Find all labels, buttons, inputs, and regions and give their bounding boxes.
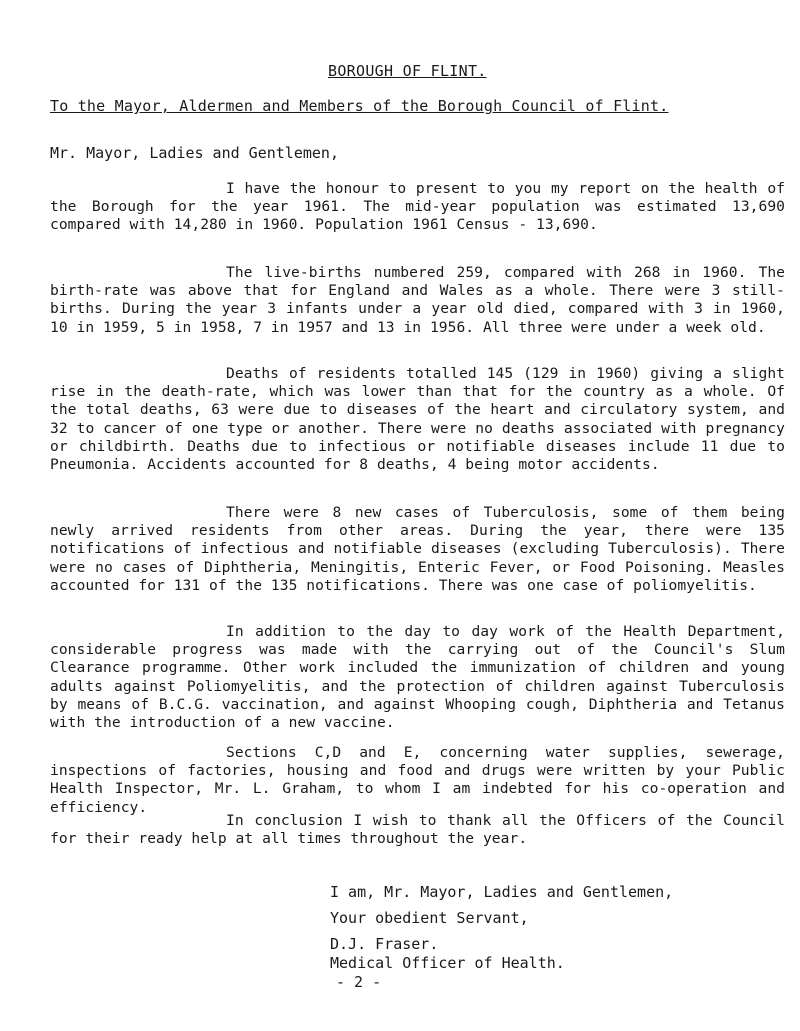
addressee-line: To the Mayor, Aldermen and Members of the Borough Council of Flint. bbox=[50, 97, 669, 115]
paragraph-conclusion bbox=[50, 812, 785, 848]
greeting: Mr. Mayor, Ladies and Gentlemen, bbox=[50, 144, 339, 162]
paragraph-population bbox=[50, 180, 785, 235]
paragraph-text: I have the honour to present to you my report on the health of the Borough for the year 1961. The mid-year population was estimated 13,690 compared with 14,280 in 1960. Population 1961 Census - 13,690. bbox=[50, 180, 785, 234]
signatory-title: Medical Officer of Health. bbox=[330, 954, 565, 972]
paragraph-sections bbox=[50, 744, 785, 817]
signatory-name: D.J. Fraser. bbox=[330, 935, 439, 953]
paragraph-text: In conclusion I wish to thank all the Officers of the Council for their ready help at all times throughout the year. bbox=[50, 812, 785, 848]
paragraph-text: In addition to the day to day work of the Health Department, considerable progress was made with the carrying out of the Council's Slum Clearance programme. Other work included the immunization of children and young adults against Poliomyelitis, and the protection of children against Tuberculosis by means of B.C.G. vaccination, and against Whooping cough, Diphtheria and Tetanus with the introduction of a new vaccine. bbox=[50, 623, 785, 732]
paragraph-text: Sections C,D and E, concerning water supplies, sewerage, inspections of factories, housing and food and drugs were written by your Public Health Inspector, Mr. L. Graham, to whom I am indebted for his co-operation and efficiency. bbox=[50, 744, 785, 816]
closing-salutation: I am, Mr. Mayor, Ladies and Gentlemen, bbox=[330, 883, 674, 901]
paragraph-text: Deaths of residents totalled 145 (129 in 1960) giving a slight rise in the death-rate, which was lower than that for the country as a whole. Of the total deaths, 63 were due to diseases of the heart and circulatory system, and 32 to cancer of one type or another. There were no deaths associated with pregnancy or childbirth. Deaths due to infectious or notifiable diseases include 11 due to Pneumonia. Accidents accounted for 8 deaths, 4 being motor accidents. bbox=[50, 365, 785, 474]
closing-servant: Your obedient Servant, bbox=[330, 909, 529, 927]
paragraph-deaths bbox=[50, 365, 785, 474]
paragraph-health-department bbox=[50, 623, 785, 732]
paragraph-text: The live-births numbered 259, compared with 268 in 1960. The birth-rate was above that for England and Wales as a whole. There were 3 still-births. During the year 3 infants under a year old died, compared with 3 in 1960, 10 in 1959, 5 in 1958, 7 in 1957 and 13 in 1956. All three were under a week old. bbox=[50, 264, 785, 336]
paragraph-births bbox=[50, 264, 785, 337]
page-number: - 2 - bbox=[336, 973, 382, 991]
page-heading: BOROUGH OF FLINT. bbox=[328, 62, 487, 80]
paragraph-tuberculosis bbox=[50, 504, 785, 595]
paragraph-text: There were 8 new cases of Tuberculosis, some of them being newly arrived residents from other areas. During the year, there were 135 notifications of infectious and notifiable diseases (excluding Tuberculosis). There were no cases of Diphtheria, Meningitis, Enteric Fever, or Food Poisoning. Measles accounted for 131 of the 135 notifications. There was one case of poliomyelitis. bbox=[50, 504, 785, 594]
